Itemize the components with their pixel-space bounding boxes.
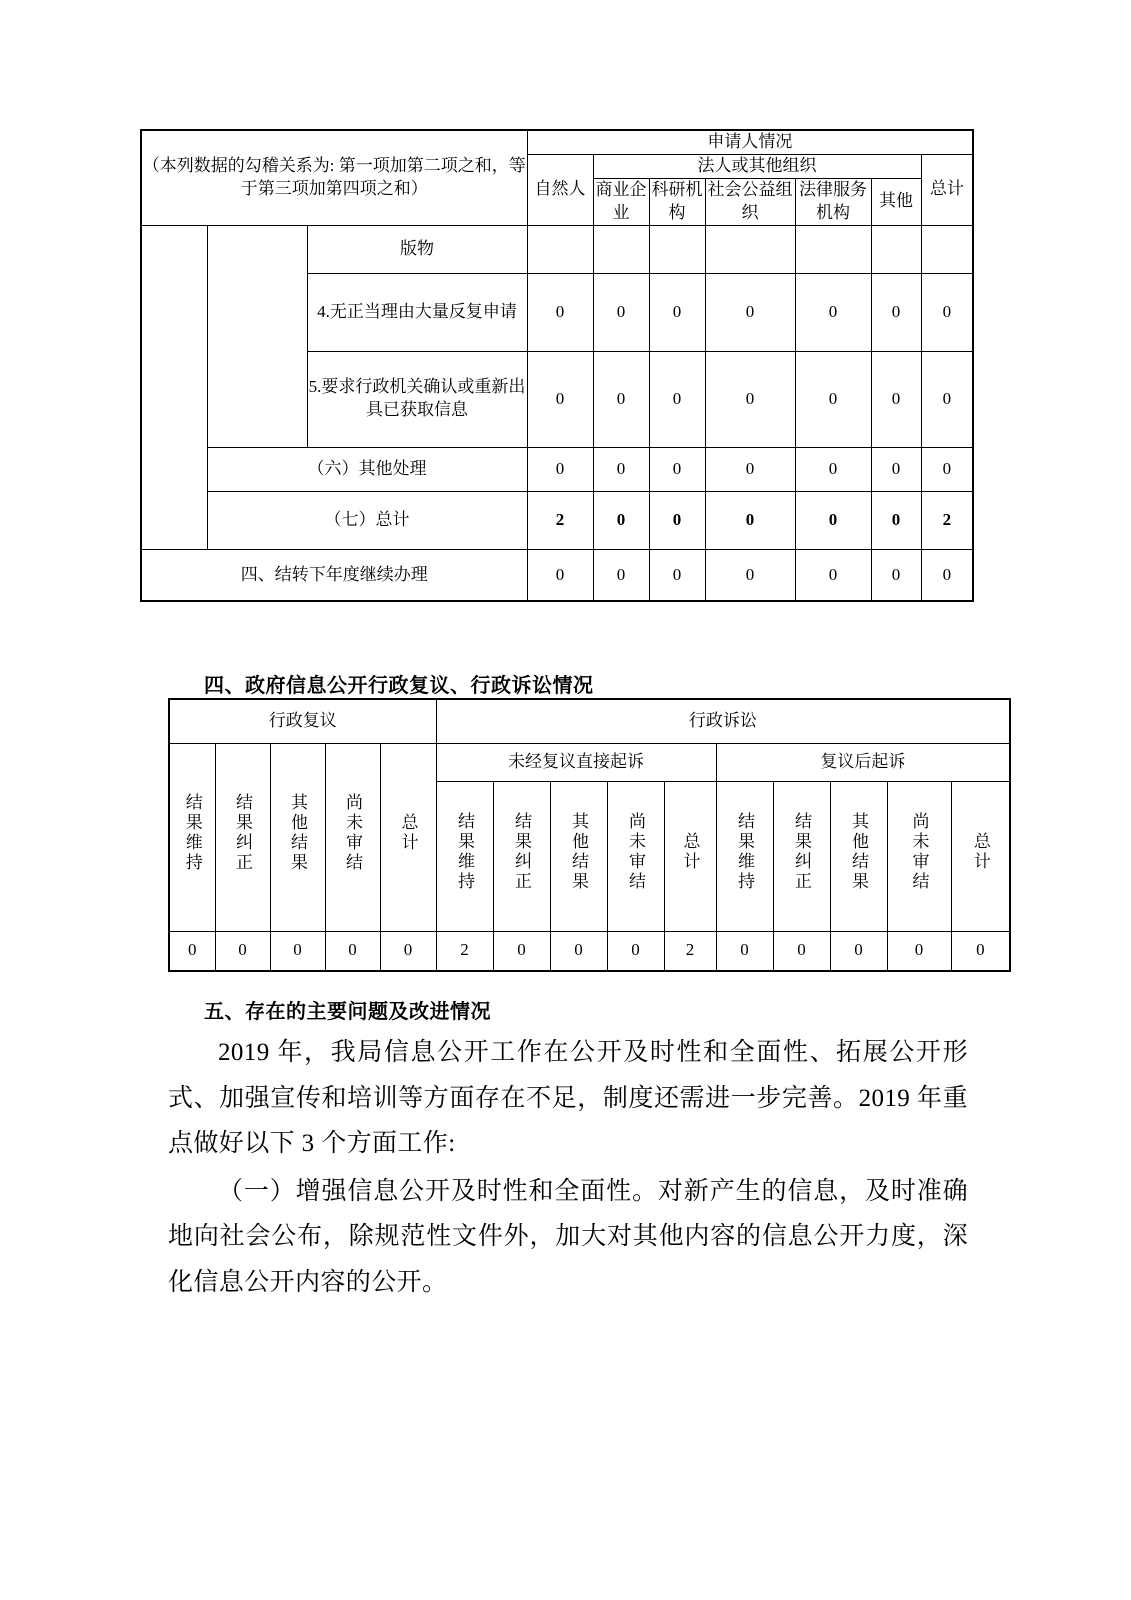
table1-cell: 0 <box>795 447 871 491</box>
table1-col-research: 科研机构 <box>649 178 705 225</box>
table2-col-direct-other <box>550 781 607 931</box>
table2-col-label: 结果维持 <box>182 792 202 873</box>
table1-cell <box>527 225 593 273</box>
table2-col-after-maintain <box>716 781 773 931</box>
table2-col-label: 其他结果 <box>288 792 307 873</box>
table2-col-label: 尚未审结 <box>909 811 929 892</box>
table-row <box>141 549 973 601</box>
table2-cell: 0 <box>773 931 830 971</box>
table1-cell: 0 <box>649 549 705 601</box>
request-handling-table <box>140 129 974 602</box>
table2-cell: 0 <box>169 931 215 971</box>
table2-subgroup-direct: 未经复议直接起诉 <box>436 743 716 781</box>
table1-col-total: 总计 <box>921 154 973 225</box>
table2-cell: 0 <box>607 931 664 971</box>
table2-header-row-1 <box>169 699 1010 743</box>
table2-cell: 0 <box>215 931 270 971</box>
table2-col-label: 尚未审结 <box>343 792 362 873</box>
table1-cell: 0 <box>921 273 973 351</box>
table1-row-label: 5.要求行政机关确认或重新出具已获取信息 <box>307 351 527 447</box>
table1-cell: 0 <box>593 447 649 491</box>
table2-col-label: 结果纠正 <box>512 811 532 892</box>
body-paragraph-1: 2019 年，我局信息公开工作在公开及时性和全面性、拓展公开形式、加强宣传和培训等方面存在不足，制度还需进一步完善。2019 年重点做好以下 3 个方面工作: <box>168 1039 968 1157</box>
table2-cell: 0 <box>380 931 436 971</box>
table2-col-label: 总计 <box>680 831 700 872</box>
body-paragraph-2: （一）增强信息公开及时性和全面性。对新产生的信息，及时准确地向社会公布，除规范性文件外，加大对其他内容的信息公开力度，深化信息公开内容的公开。 <box>168 1177 968 1296</box>
table2-col-after-total <box>951 781 1010 931</box>
table2-group-review: 行政复议 <box>169 699 436 743</box>
table2-col-review-maintain <box>169 743 215 931</box>
table2-col-label: 结果维持 <box>735 811 755 892</box>
table1-cell: 0 <box>527 447 593 491</box>
table2-col-review-other <box>270 743 325 931</box>
table1-col-natural-person: 自然人 <box>527 154 593 225</box>
table-row <box>141 491 973 549</box>
table2-cell: 0 <box>493 931 550 971</box>
table1-cell: 0 <box>921 549 973 601</box>
table1-applicant-header: 申请人情况 <box>527 130 973 154</box>
table1-cell <box>649 225 705 273</box>
table2-col-label: 其他结果 <box>849 811 869 892</box>
table1-col-legal-service: 法律服务机构 <box>795 178 871 225</box>
table1-cell: 0 <box>871 491 921 549</box>
table2-subgroup-after: 复议后起诉 <box>716 743 1010 781</box>
table2-col-direct-pending <box>607 781 664 931</box>
table1-cell: 0 <box>921 447 973 491</box>
table2-header-row-2 <box>169 743 1010 781</box>
table1-cell <box>795 225 871 273</box>
table2-cell: 0 <box>887 931 951 971</box>
table1-row-label: （六）其他处理 <box>207 447 527 491</box>
table2-cell: 0 <box>951 931 1010 971</box>
review-litigation-table <box>168 698 1011 972</box>
review-litigation-table-container <box>168 698 990 972</box>
table1-cell: 0 <box>593 491 649 549</box>
table1-note-cell: （本列数据的勾稽关系为: 第一项加第二项之和，等于第三项加第四项之和） <box>141 130 527 225</box>
table1-row-label: 版物 <box>307 225 527 273</box>
table1-cell: 0 <box>705 549 795 601</box>
table1-cell <box>593 225 649 273</box>
table1-cell: 0 <box>795 273 871 351</box>
table2-cell: 0 <box>270 931 325 971</box>
table1-cell <box>705 225 795 273</box>
table1-cell: 0 <box>705 351 795 447</box>
table1-cell: 0 <box>871 447 921 491</box>
table2-col-review-total <box>380 743 436 931</box>
table-row <box>141 225 973 273</box>
table1-cell: 0 <box>705 491 795 549</box>
table1-cell: 0 <box>593 351 649 447</box>
table1-cell: 0 <box>593 273 649 351</box>
table1-cell: 0 <box>871 273 921 351</box>
table1-cell: 0 <box>649 273 705 351</box>
table1-col-other: 其他 <box>871 178 921 225</box>
table2-cell: 2 <box>664 931 716 971</box>
table1-cell: 0 <box>921 351 973 447</box>
table1-cell: 0 <box>649 351 705 447</box>
table2-col-after-correct <box>773 781 830 931</box>
table2-group-litigation: 行政诉讼 <box>436 699 1010 743</box>
table1-cell: 0 <box>593 549 649 601</box>
table-row <box>169 931 1010 971</box>
document-body <box>168 995 968 1307</box>
table2-col-review-correct <box>215 743 270 931</box>
table1-col-public-welfare: 社会公益组织 <box>705 178 795 225</box>
section-heading-four: 四、政府信息公开行政复议、行政诉讼情况 <box>204 675 594 697</box>
table2-col-review-pending <box>325 743 380 931</box>
table1-spanner-left <box>141 225 207 549</box>
table1-cell <box>921 225 973 273</box>
table1-cell: 0 <box>705 447 795 491</box>
table2-col-after-other <box>830 781 887 931</box>
table1-cell: 0 <box>527 273 593 351</box>
table2-cell: 0 <box>550 931 607 971</box>
table2-col-label: 结果维持 <box>455 811 475 892</box>
table2-cell: 0 <box>325 931 380 971</box>
table1-spanner-mid <box>207 225 307 447</box>
table2-col-direct-total <box>664 781 716 931</box>
table2-col-label: 总计 <box>398 812 418 853</box>
table1-cell: 2 <box>527 491 593 549</box>
table2-col-label: 尚未审结 <box>626 811 646 892</box>
table1-cell: 0 <box>871 351 921 447</box>
table1-cell: 0 <box>871 549 921 601</box>
table1-cell: 0 <box>649 447 705 491</box>
table1-col-commercial: 商业企业 <box>593 178 649 225</box>
table1-cell: 0 <box>527 549 593 601</box>
table2-cell: 0 <box>830 931 887 971</box>
table2-col-after-pending <box>887 781 951 931</box>
table1-row-label-total: （七）总计 <box>207 491 527 549</box>
section-heading-five: 五、存在的主要问题及改进情况 <box>204 1001 491 1023</box>
table1-cell: 0 <box>705 273 795 351</box>
table2-col-label: 结果纠正 <box>233 792 252 873</box>
table1-cell: 0 <box>649 491 705 549</box>
table1-col-legal-person-group: 法人或其他组织 <box>593 154 921 178</box>
table2-cell: 2 <box>436 931 493 971</box>
table2-col-label: 其他结果 <box>569 811 589 892</box>
request-handling-table-container <box>140 129 972 602</box>
table2-cell: 0 <box>716 931 773 971</box>
table1-cell: 0 <box>795 491 871 549</box>
table1-cell: 0 <box>795 549 871 601</box>
table2-col-label: 结果纠正 <box>792 811 812 892</box>
table1-row-label: 4.无正当理由大量反复申请 <box>307 273 527 351</box>
table-row <box>141 447 973 491</box>
table2-col-label: 总计 <box>970 831 990 872</box>
table2-col-direct-correct <box>493 781 550 931</box>
table1-header-row-1 <box>141 130 973 154</box>
table1-cell <box>871 225 921 273</box>
table1-cell: 2 <box>921 491 973 549</box>
table1-row-label: 四、结转下年度继续办理 <box>141 549 527 601</box>
table2-col-direct-maintain <box>436 781 493 931</box>
table1-cell: 0 <box>795 351 871 447</box>
table1-cell: 0 <box>527 351 593 447</box>
